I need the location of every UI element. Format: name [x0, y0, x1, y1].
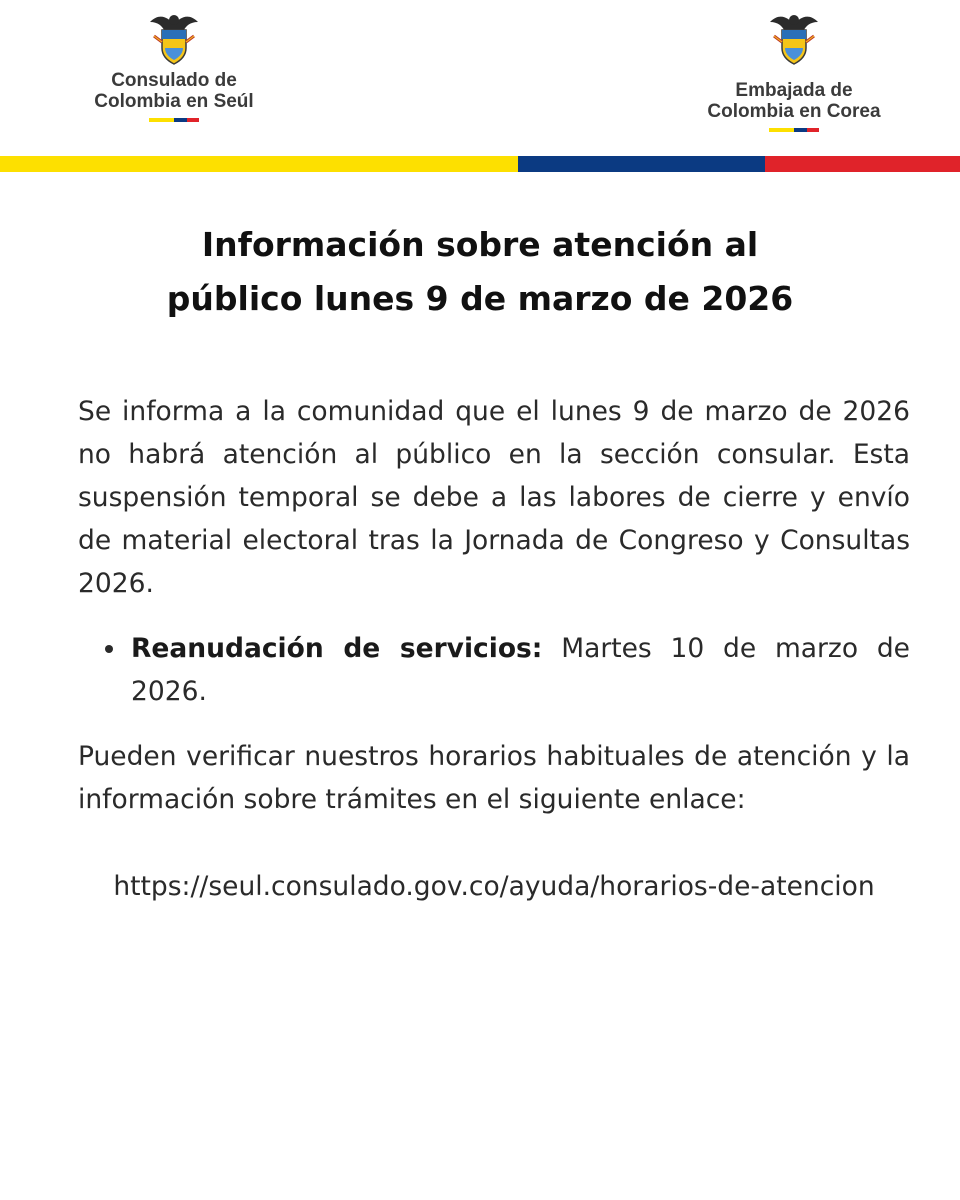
coat-of-arms-icon [146, 8, 202, 66]
embassy-name-line2: Colombia en Corea [707, 101, 881, 122]
consulate-name [72, 70, 276, 112]
embassy-logo [686, 8, 902, 132]
schedule-link[interactable]: https://seul.consulado.gov.co/ayuda/horarios-de-atencion [113, 871, 875, 902]
consulate-name-line1: Consulado de [111, 70, 237, 91]
schedule-paragraph: Pueden verificar nuestros horarios habituales de atención y la información sobre trámites en el siguiente enlace: [78, 741, 910, 815]
embassy-name [686, 80, 902, 122]
flag-yellow-stripe [0, 156, 518, 172]
consulate-logo [72, 8, 276, 122]
page-title [80, 218, 880, 326]
notice-list [78, 627, 910, 713]
title-line2: público lunes 9 de marzo de 2026 [166, 279, 794, 318]
consulate-name-line2: Colombia en Seúl [94, 91, 254, 112]
flag-divider-bar [0, 156, 960, 172]
consulate-flag-strip [149, 118, 199, 122]
flag-blue-stripe [518, 156, 765, 172]
resumption-date: Martes 10 de marzo de 2026. [131, 633, 910, 707]
header [0, 0, 960, 156]
title-line1: Información sobre atención al [201, 225, 759, 264]
embassy-name-line1: Embajada de [735, 80, 853, 101]
flag-red-stripe [765, 156, 960, 172]
notice-paragraph: Se informa a la comunidad que el lunes 9 de marzo de 2026 no habrá atención al público en la sección consular. Esta suspensión temporal se debe a las labores de cierre y envío de material electoral tras la Jornada de Congreso y Consultas 2026. [78, 396, 910, 599]
resumption-label: Reanudación de servicios: [131, 633, 543, 664]
list-item [131, 627, 910, 713]
coat-of-arms-icon [766, 8, 822, 66]
notice-body [78, 390, 910, 908]
embassy-flag-strip [769, 128, 819, 132]
